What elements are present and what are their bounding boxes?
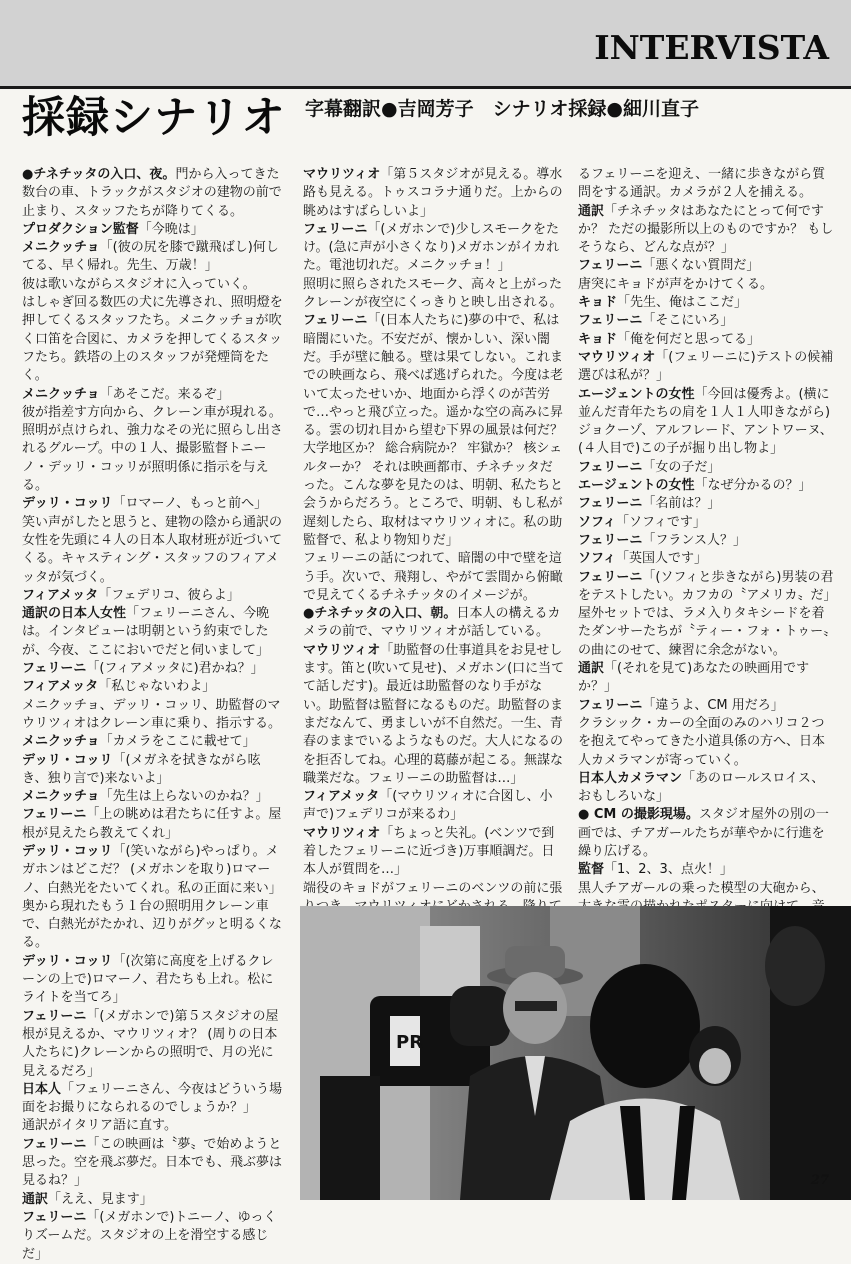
scene-heading: ●チネチッタの入口、夜。 [22, 167, 176, 182]
speaker-name: フェリーニ [303, 313, 368, 329]
line-text: 照明に照らされたスモーク、高々と上がったクレーンが夜空にくっきりと映し出される。 [303, 276, 563, 311]
line-text: 「(メガホンで)少しスモークをたけ。(急に声が小さくなり)メガホンがイカれた。電池切れだ。メニクッチョ！」 [303, 221, 560, 274]
script-line [578, 276, 834, 294]
line-text: 「あそこだ。来るぞ」 [99, 386, 230, 402]
line-text: 奥から現れたもう１台の照明用クレーン車で、白熱光がたかれ、辺りがグッと明るくなる。 [22, 898, 282, 951]
speaker-name: フェリーニ [578, 569, 643, 585]
script-line [22, 239, 284, 276]
script-line [578, 660, 834, 697]
line-text: 「(彼の尻を膝で蹴飛ばし)何してる、早く帰れ。先生、万歳！」 [22, 240, 279, 274]
script-line [578, 312, 834, 330]
script-line [303, 825, 565, 880]
line-text: 「(メガホンで)トニーノ、ゆっくりズームだ。スタジオの上を滑空する感じだ」 [22, 1209, 277, 1262]
line-text: 「チネチッタはあなたにとって何ですか？ ただの撮影所以上のものですか？ もしそうなら、どんな点が？」 [578, 203, 834, 256]
script-line [22, 386, 284, 404]
script-line [22, 166, 284, 221]
line-text: クラシック・カーの全面のみのハリコ２つを抱えてやってきた小道具係の方へ、日本人カメラマンが寄っていく。 [578, 715, 826, 768]
script-line [22, 514, 284, 587]
speaker-name: 通訳 [22, 1191, 49, 1207]
line-text: 「名前は？」 [642, 496, 721, 512]
script-line [22, 697, 284, 734]
speaker-name: プロダクション監督 [22, 221, 139, 237]
speaker-name: デッリ・コッリ [22, 953, 113, 969]
line-text: 「今回は優秀よ。(横に並んだ青年たちの肩を１人１人叩きながら)ジョクーゾ、アルフレード、アントワーヌ、(４人目で)この子が掘り出し物よ」 [578, 386, 833, 457]
svg-text:PR: PR [396, 1032, 424, 1053]
translation-credits: 字幕翻訳●吉岡芳子 シナリオ採録●細川直子 [305, 98, 699, 120]
script-line [303, 276, 565, 313]
script-line [22, 953, 284, 1008]
line-text: 日本人の構えるカメラの前で、マウリツィオが話している。 [303, 606, 561, 640]
script-line [22, 1081, 284, 1118]
speaker-name: ソフィ [578, 551, 616, 567]
script-line [303, 166, 565, 221]
line-text: 屋外セットでは、ラメ入りタキシードを着たダンサーたちが〝ティー・フォ・トゥー〟の曲にのせて、練習に余念がない。 [578, 606, 830, 658]
line-text: 「この映画は〝夢〟で始めようと思った。空を飛ぶ夢だ。日本でも、飛ぶ夢は見るね？」 [22, 1136, 283, 1189]
script-line [22, 1117, 284, 1135]
script-line [578, 806, 834, 861]
speaker-name: メニクッチョ [22, 386, 100, 402]
speaker-name: エージェントの女性 [578, 478, 695, 494]
speaker-name: メニクッチョ [22, 734, 100, 750]
speaker-name: フェリーニ [22, 1008, 87, 1024]
script-line [22, 1008, 284, 1081]
line-text: 「女の子だ」 [642, 459, 721, 475]
script-line [303, 642, 565, 788]
script-line [22, 1209, 284, 1264]
text-column-1 [22, 166, 284, 1264]
speaker-name: フェリーニ [22, 807, 87, 823]
script-line [578, 477, 834, 495]
line-text: 「助監督の仕事道具をお見せします。笛と(吹いて見せ)、メガホン(口に当てて話しだす)。最近は助監督のなり手がない。助監督は監督になるものだ。助監督のままだなんて、勇ましいが不自然だ。一生、青春のままでいるようなものだ。大人になるのを拒否してね。心理的葛藤が起こる。無謀な職業だな。フェリーニの助監督は…」 [303, 642, 565, 786]
script-line [578, 257, 834, 275]
speaker-name: 監督 [578, 862, 605, 878]
line-text: 「悪くない質問だ」 [642, 258, 760, 274]
speaker-name: 通訳 [578, 661, 605, 677]
script-line [578, 770, 834, 807]
line-text: 彼は歌いながらスタジオに入っていく。 [22, 276, 256, 292]
script-line [303, 221, 565, 276]
speaker-name: キョド [578, 295, 618, 311]
line-text: 「(フィアメッタに)君かね？」 [86, 661, 264, 677]
line-text: 「フランス人？」 [642, 532, 746, 548]
script-line [22, 806, 284, 843]
script-line [303, 788, 565, 825]
line-text: 通訳がイタリア語に直す。 [22, 1118, 177, 1134]
line-text: 「第５スタジオが見える。導水路も見える。トゥスコラナ通りだ。上からの眺めはすばらしいよ」 [303, 167, 563, 219]
line-text: 「今晩は」 [138, 221, 204, 237]
line-text: 「(メガネを拭きながら呟き、独り言で)来ないよ」 [22, 752, 261, 786]
speaker-name: メニクッチョ [22, 789, 100, 805]
header-rule [0, 86, 851, 89]
speaker-name: フェリーニ [22, 1209, 87, 1225]
speaker-name: フェリーニ [578, 459, 643, 475]
script-line [578, 550, 834, 568]
script-line [22, 898, 284, 953]
line-text: 「あのロールスロイス、おもしろいな」 [578, 770, 825, 805]
script-line [578, 166, 834, 203]
script-line [22, 605, 284, 660]
line-text: はしゃぎ回る数匹の犬に先導され、照明燈を押してくるスタッフたち。メニクッチョが吹く口笛を合図に、カメラを押してくるスタッフたち。鉄塔の上のスタッフが発煙筒をたく。 [22, 295, 283, 384]
film-set-photo [300, 906, 851, 1200]
script-line [22, 733, 284, 751]
speaker-name: フェリーニ [578, 532, 643, 548]
line-text: 「(笑いながら)やっぱり。メガホンはどこだ？ (メガホンを取り)ロマーノ、白熱光をたいてくれ。私の正面に来い」 [22, 843, 282, 896]
script-line [22, 678, 284, 696]
script-line [578, 459, 834, 477]
script-line [22, 404, 284, 495]
script-line [578, 715, 834, 770]
speaker-name: フィアメッタ [22, 587, 99, 603]
speaker-name: キョド [578, 331, 618, 347]
script-line [578, 386, 834, 459]
line-text: スタジオ屋外の別の一画では、チアガールたちが華やかに行進を繰り広げる。 [578, 807, 829, 859]
speaker-name: マウリツィオ [303, 167, 381, 182]
speaker-name: フィアメッタ [22, 679, 99, 695]
text-column-2 [303, 166, 565, 934]
line-text: 「なぜ分かるの？」 [694, 478, 812, 494]
line-text: 「(ソフィと歩きながら)男装の君をテストしたい。カフカの〝アメリカ〟だ」 [578, 569, 837, 603]
speaker-name: フィアメッタ [303, 789, 380, 805]
speaker-name: フェリーニ [578, 697, 643, 713]
line-text: 「英国人です」 [615, 551, 707, 567]
line-text: 「ええ、見ます」 [48, 1191, 153, 1207]
script-line [22, 843, 284, 898]
speaker-name: デッリ・コッリ [22, 752, 113, 768]
speaker-name: マウリツィオ [303, 825, 381, 841]
script-line [303, 550, 565, 605]
speaker-name: マウリツィオ [578, 349, 656, 365]
script-line [578, 203, 834, 258]
scene-heading: ●チネチッタの入口、朝。 [303, 606, 457, 622]
line-text: 「違うよ、CM 用だろ」 [642, 697, 784, 713]
script-line [578, 514, 834, 532]
line-text: メニクッチョ、デッリ・コッリ、助監督のマウリツィオはクレーン車に乗り、指示する。 [22, 697, 281, 731]
speaker-name: フェリーニ [578, 258, 643, 274]
line-text: 「(メガホンで)第５スタジオの屋根が見えるか、マウリツィオ？ (周りの日本人たちに)クレーンからの照明で、月の光に見えるだろ」 [22, 1008, 279, 1079]
line-text: 「私じゃないわよ」 [98, 679, 216, 695]
script-line [578, 331, 834, 349]
line-text: 「(それを見て)あなたの映画用ですか？」 [578, 661, 810, 695]
script-line [22, 276, 284, 294]
line-text: 「先生、俺はここだ」 [617, 295, 748, 311]
script-line [22, 660, 284, 678]
line-text: 「フェリーニさん、今晩は。インタビューは明朝という約束でしたが、今夜、ここにおいでだと伺いまして」 [22, 606, 270, 658]
page-title: 採録シナリオ [22, 93, 286, 143]
speaker-name: フェリーニ [303, 221, 368, 237]
line-text: 「カメラをここに載せて」 [99, 734, 256, 750]
speaker-name: フェリーニ [22, 661, 87, 677]
line-text: 「ちょっと失礼。(ベンツで到着したフェリーニに近づき)万事順調だ。日本人が質問を…」 [303, 825, 555, 878]
script-line [578, 569, 837, 606]
line-text: 「フェデリコ、彼らよ」 [98, 587, 240, 603]
line-text: フェリーニの話につれて、暗闇の中で壁を這う手。次いで、飛翔し、やがて雲間から俯瞰で見えてくるチネチッタのイメージが。 [303, 551, 563, 603]
speaker-name: フェリーニ [22, 1136, 87, 1152]
script-line [22, 294, 284, 385]
script-line [303, 605, 565, 642]
speaker-name: メニクッチョ [22, 240, 100, 256]
script-line [578, 861, 834, 879]
line-text: 「フェリーニさん、今夜はどういう場面をお撮りになられるのでしょうか？」 [22, 1081, 283, 1116]
line-text: 「ソフィです」 [615, 514, 706, 530]
script-line [22, 788, 284, 806]
script-line [22, 1136, 284, 1191]
line-text: るフェリーニを迎え、一緒に歩きながら質問をする通訳。カメラが２人を捕える。 [578, 167, 826, 201]
speaker-name: フェリーニ [578, 313, 643, 329]
line-text: 笑い声がしたと思うと、建物の陰から通訳の女性を先頭に４人の日本人取材班が近づいてくる。キャスティング・スタッフのフィアメッタが気づく。 [22, 514, 283, 585]
line-text: 「上の眺めは君たちに任すよ。屋根が見えたら教えてくれ」 [22, 807, 282, 841]
line-text: 「(次第に高度を上げるクレーンの上で)ロマーノ、君たちも上れ。松にライトを当てろ」 [22, 953, 274, 1006]
section-label: INTERVISTA [594, 28, 829, 67]
line-text: 「ロマーノ、もっと前へ」 [112, 496, 268, 512]
speaker-name: デッリ・コッリ [22, 843, 113, 859]
script-line [578, 532, 834, 550]
line-text: 「(フェリーニに)テストの候補選びは私が？」 [578, 349, 834, 384]
script-line [578, 697, 834, 715]
line-text: 「(日本人たちに)夢の中で、私は暗闇にいた。不安だが、懐かしい、深い闇だ。手が壁に触る。壁は果てしない。これまでの映画なら、飛べば逃げられた。今度は老いて太ったせいか、地面から浮くのが苦労で…やっと飛び立った。遥かな空の高みに昇る。雲の切れ目から望む下界の風景は何だ？ 大学地区か？ 総合病院か？ 牢獄か？ 核シェルターか？ それは映画都市、チネチッタだった。こんな夢を見たのは、明朝、私たちと会うからだろう。ところで、明朝、もし私が遅刻したら、取材はマウリツィオに。私の助監督で、私より物知りだ」 [303, 313, 564, 548]
speaker-name: エージェントの女性 [578, 386, 695, 402]
script-line [22, 221, 284, 239]
scene-heading: ● CM の撮影現場。 [578, 807, 699, 823]
line-text: 「(マウリツィオに合図し、小声で)フェデリコが来るわ」 [303, 789, 553, 823]
speaker-name: フェリーニ [578, 496, 643, 512]
line-text: 唐突にキョドが声をかけてくる。 [578, 276, 774, 292]
line-text: 黒人チアガールの乗った模型の大砲から、 [578, 880, 825, 896]
speaker-name: 日本人カメラマン [578, 770, 683, 786]
script-line [22, 587, 284, 605]
speaker-name: 日本人 [22, 1081, 62, 1097]
line-text: 「そこにいろ」 [642, 313, 734, 329]
script-line [22, 752, 284, 789]
script-line [578, 349, 834, 386]
line-text: 門から入ってきた数台の車、トラックがスタジオの建物の前で止まり、スタッフたちが降りてくる。 [22, 167, 282, 219]
speaker-name: 通訳の日本人女性 [22, 606, 127, 622]
line-text: 「俺を何だと思ってる」 [617, 331, 761, 347]
script-line [22, 495, 284, 513]
film-set-photo-illustration [300, 906, 851, 1200]
script-line [578, 605, 834, 660]
speaker-name: マウリツィオ [303, 642, 381, 658]
line-text: 端役のキョドがフェリーニのベンツの前に張 [303, 880, 563, 896]
text-column-3 [578, 166, 837, 934]
script-line [578, 294, 834, 312]
script-line [578, 495, 834, 513]
speaker-name: 通訳 [578, 203, 605, 219]
line-text: 「先生は上らないのかね？」 [99, 789, 269, 805]
line-text: 彼が指差す方向から、クレーン車が現れる。照明が点けられ、強力なその光に照らし出されるグループ。中の１人、撮影監督トニーノ・デッリ・コッリが照明係に指示を与える。 [22, 404, 283, 494]
speaker-name: ソフィ [578, 514, 616, 530]
script-line [303, 312, 565, 550]
line-text: 「1、2、3、点火！」 [604, 862, 733, 878]
speaker-name: デッリ・コッリ [22, 496, 113, 512]
page-number: 27 [810, 1173, 829, 1188]
